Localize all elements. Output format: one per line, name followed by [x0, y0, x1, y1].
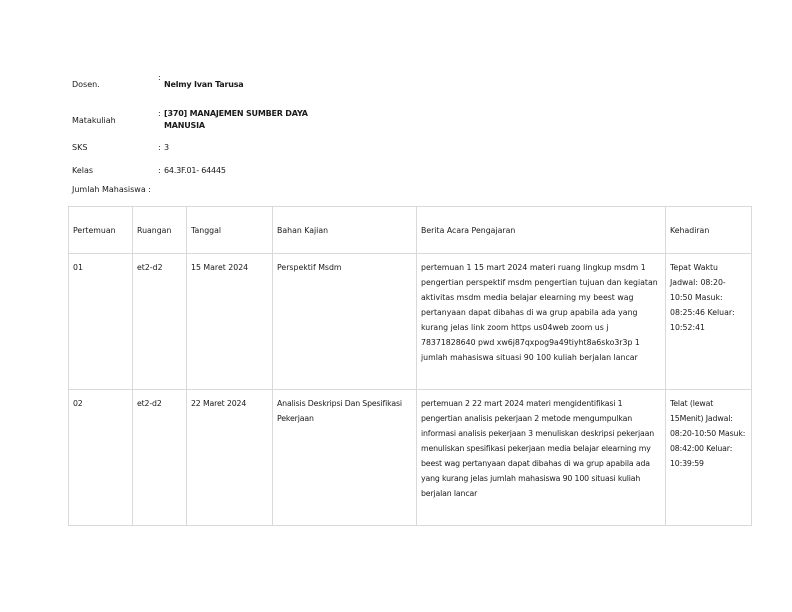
cell-kehadiran: Tepat Waktu Jadwal: 08:20-10:50 Masuk: 08:25:46 Keluar: 10:52:41 [666, 254, 752, 390]
cell-tanggal: 22 Maret 2024 [187, 390, 273, 526]
cell-ruangan: et2-d2 [133, 390, 187, 526]
cell-berita-acara: pertemuan 1 15 mart 2024 materi ruang lingkup msdm 1 pengertian perspektif msdm pengertian tujuan dan kegiatan aktivitas msdm media belajar elearning my beest wag pertanyaan dapat dibahas di wa grup apabila ada yang kurang jelas link zoom https us04web zoom us j 78371828640 pwd xw6j87qxpog9a49tiyht8a6sko3r3p 1 jumlah mahasiswa situasi 90 100 kuliah berjalan lancar [417, 254, 666, 390]
cell-bahan-kajian: Analisis Deskripsi Dan Spesifikasi Pekerjaan [273, 390, 417, 526]
kelas-colon: : [158, 166, 161, 175]
jumlah-mahasiswa-label: Jumlah Mahasiswa : [72, 185, 151, 194]
cell-tanggal: 15 Maret 2024 [187, 254, 273, 390]
matakuliah-label: Matakuliah [72, 116, 116, 125]
dosen-label: Dosen. [72, 80, 100, 89]
cell-bahan-kajian: Perspektif Msdm [273, 254, 417, 390]
kelas-value: 64.3F.01- 64445 [164, 166, 226, 175]
kelas-label: Kelas [72, 166, 94, 175]
cell-ruangan: et2-d2 [133, 254, 187, 390]
header-kehadiran: Kehadiran [666, 207, 752, 254]
schedule-table [68, 206, 752, 526]
table-row [69, 390, 752, 526]
dosen-value: Nelmy Ivan Tarusa [164, 80, 244, 89]
dosen-colon: : [158, 73, 161, 82]
matakuliah-value: [370] MANAJEMEN SUMBER DAYA MANUSIA [164, 109, 308, 130]
header-pertemuan: Pertemuan [69, 207, 133, 254]
cell-pertemuan: 01 [69, 254, 133, 390]
table-header-row [69, 207, 752, 254]
sks-value: 3 [164, 143, 169, 152]
header-bahan-kajian: Bahan Kajian [273, 207, 417, 254]
table-row [69, 254, 752, 390]
matakuliah-colon: : [158, 109, 161, 118]
sks-colon: : [158, 143, 161, 152]
sks-label: SKS [72, 143, 88, 152]
header-tanggal: Tanggal [187, 207, 273, 254]
cell-berita-acara: pertemuan 2 22 mart 2024 materi mengidentifikasi 1 pengertian analisis pekerjaan 2 metode mengumpulkan informasi analisis pekerjaan 3 menuliskan deskripsi pekerjaan menuliskan spesifikasi pekerjaan media belajar elearning my beest wag pertanyaan dapat dibahas di wa grup apabila ada yang kurang jelas jumlah mahasiswa 90 100 situasi kuliah berjalan lancar [417, 390, 666, 526]
cell-kehadiran: Telat (lewat 15Menit) Jadwal: 08:20-10:50 Masuk: 08:42:00 Keluar: 10:39:59 [666, 390, 752, 526]
cell-pertemuan: 02 [69, 390, 133, 526]
header-berita-acara: Berita Acara Pengajaran [417, 207, 666, 254]
header-ruangan: Ruangan [133, 207, 187, 254]
